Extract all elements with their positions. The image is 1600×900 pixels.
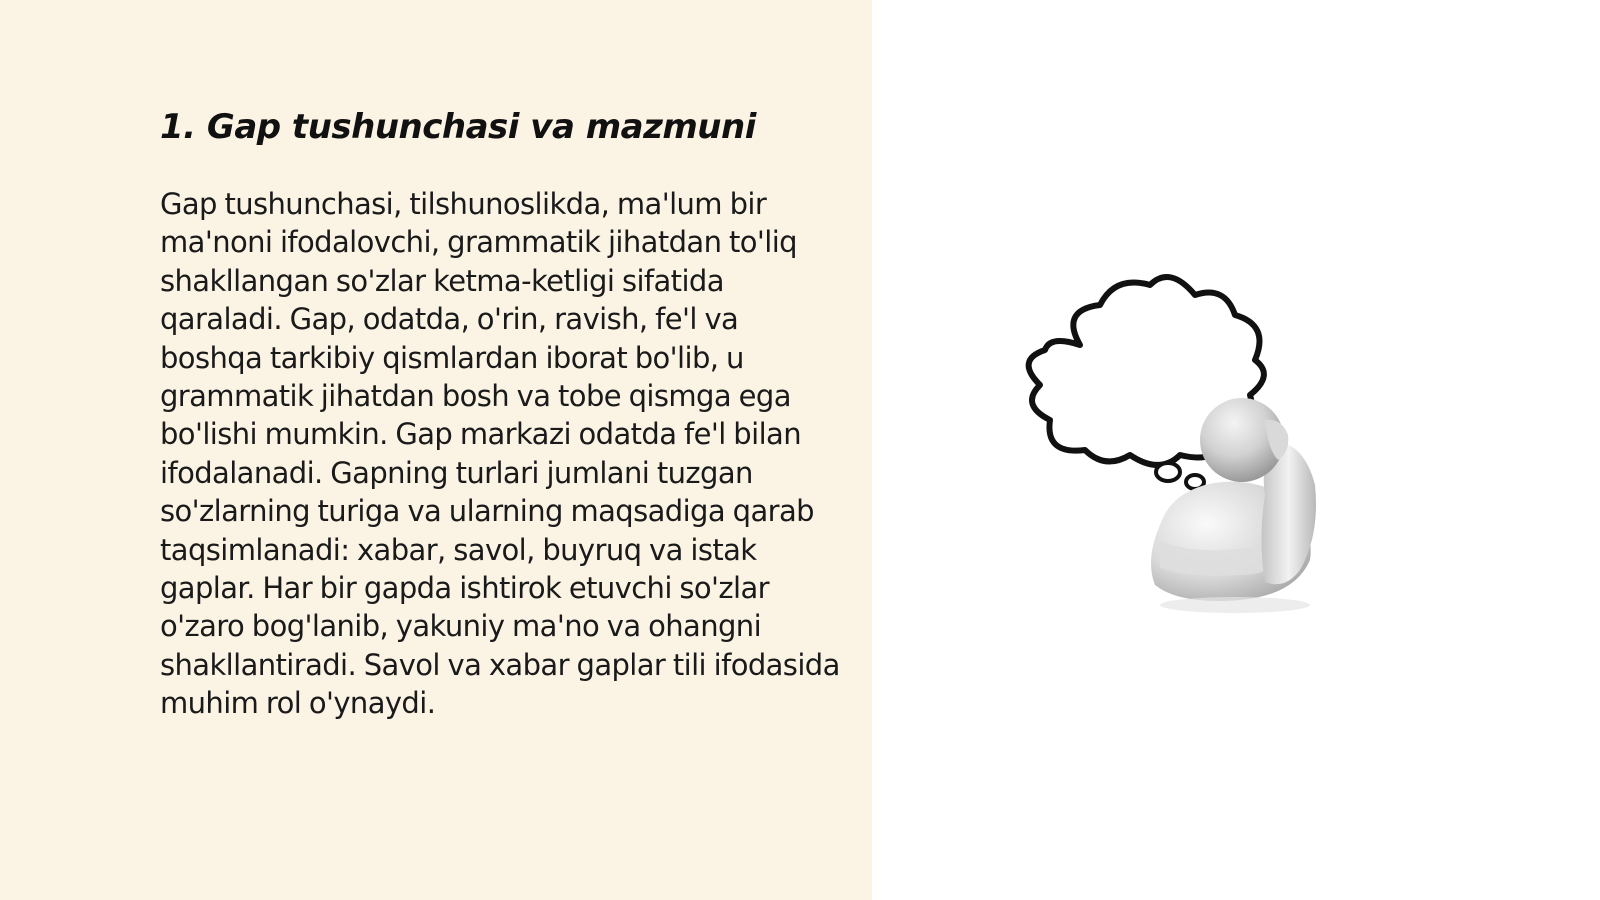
slide-body-text: Gap tushunchasi, tilshunoslikda, ma'lum bir ma'noni ifodalovchi, grammatik jihatdan to'liq shakllangan so'zlar ketma-ketligi sifatida qaraladi. Gap, odatda, o'rin, ravish, fe'l va boshqa tarkibiy qismlardan iborat bo'lib, u grammatik jihatdan bosh va tobe qismga ega bo'lishi mumkin. Gap markazi odatda fe'l bilan ifodalanadi. Gapning turlari jumlani tuzgan so'zlarning turiga va ularning maqsadiga qarab taqsimlanadi: xabar, savol, buyruq va istak gaplar. Har bir gapda ishtirok etuvchi so'zlar o'zaro bog'lanib, yakuniy ma'no va ohangni shakllantiradi. Savol va xabar gaplar tili ifodasida muhim rol o'ynaydi. <box>160 187 840 721</box>
slide-heading: 1. Gap tushunchasi va mazmuni <box>160 107 756 147</box>
thinking-person-illustration <box>1020 270 1360 620</box>
